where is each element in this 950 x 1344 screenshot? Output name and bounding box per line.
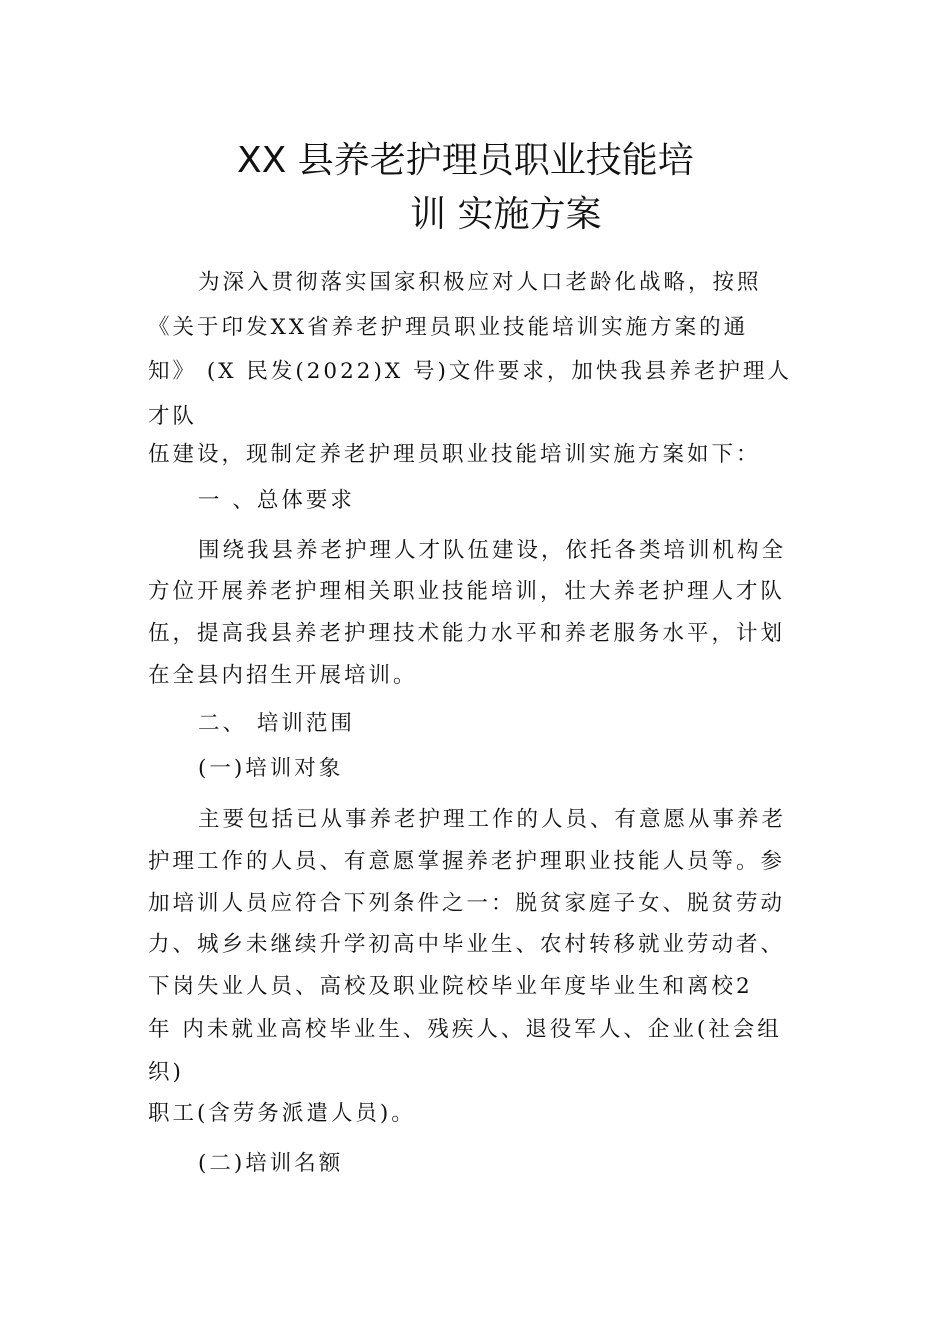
body-line-16: 力、城乡未继续升学初高中毕业生、农村转移就业劳动者、 [148, 932, 786, 957]
body-line-10: 在全县内招生开展培训。 [148, 663, 418, 688]
section-heading-2: 二、 培训范围 [198, 711, 355, 736]
body-line-4: 才队 [148, 404, 198, 429]
body-line-14: 护理工作的人员、有意愿掌握养老护理职业技能人员等。参 [148, 849, 786, 874]
body-line-19: 织) [148, 1060, 184, 1085]
body-line-17: 下岗失业人员、高校及职业院校毕业年度毕业生和离校2 [148, 974, 753, 999]
body-line-18: 年 内未就业高校毕业生、残疾人、退役军人、企业(社会组 [148, 1017, 782, 1042]
subsection-heading-2: (二)培训名额 [198, 1151, 344, 1176]
body-line-3: 知》 (X 民发(2022)X 号)文件要求，加快我县养老护理人 [148, 359, 792, 384]
body-line-5: 伍建设，现制定养老护理员职业技能培训实施方案如下： [148, 442, 761, 467]
body-line-1: 为深入贯彻落实国家积极应对人口老龄化战略，按照 [198, 270, 762, 295]
body-line-2: 《关于印发XX省养老护理员职业技能培训实施方案的通 [148, 315, 749, 340]
body-line-7: 围绕我县养老护理人才队伍建设，依托各类培训机构全 [198, 538, 787, 563]
body-line-15: 加培训人员应符合下列条件之一：脱贫家庭子女、脱贫劳动 [148, 891, 786, 916]
body-line-8: 方位开展养老护理相关职业技能培训，壮大养老护理人才队 [148, 579, 786, 604]
body-line-20: 职工(含劳务派遣人员)。 [148, 1101, 416, 1126]
body-line-9: 伍，提高我县养老护理技术能力水平和养老服务水平，计划 [148, 621, 786, 646]
document-title-line-1: XX 县养老护理员职业技能培 [237, 140, 694, 181]
body-line-13: 主要包括已从事养老护理工作的人员、有意愿从事养老 [198, 807, 787, 832]
subsection-heading-1: (一)培训对象 [198, 756, 344, 781]
document-title-line-2: 训 实施方案 [410, 194, 602, 235]
section-heading-1: 一 、总体要求 [198, 488, 355, 513]
